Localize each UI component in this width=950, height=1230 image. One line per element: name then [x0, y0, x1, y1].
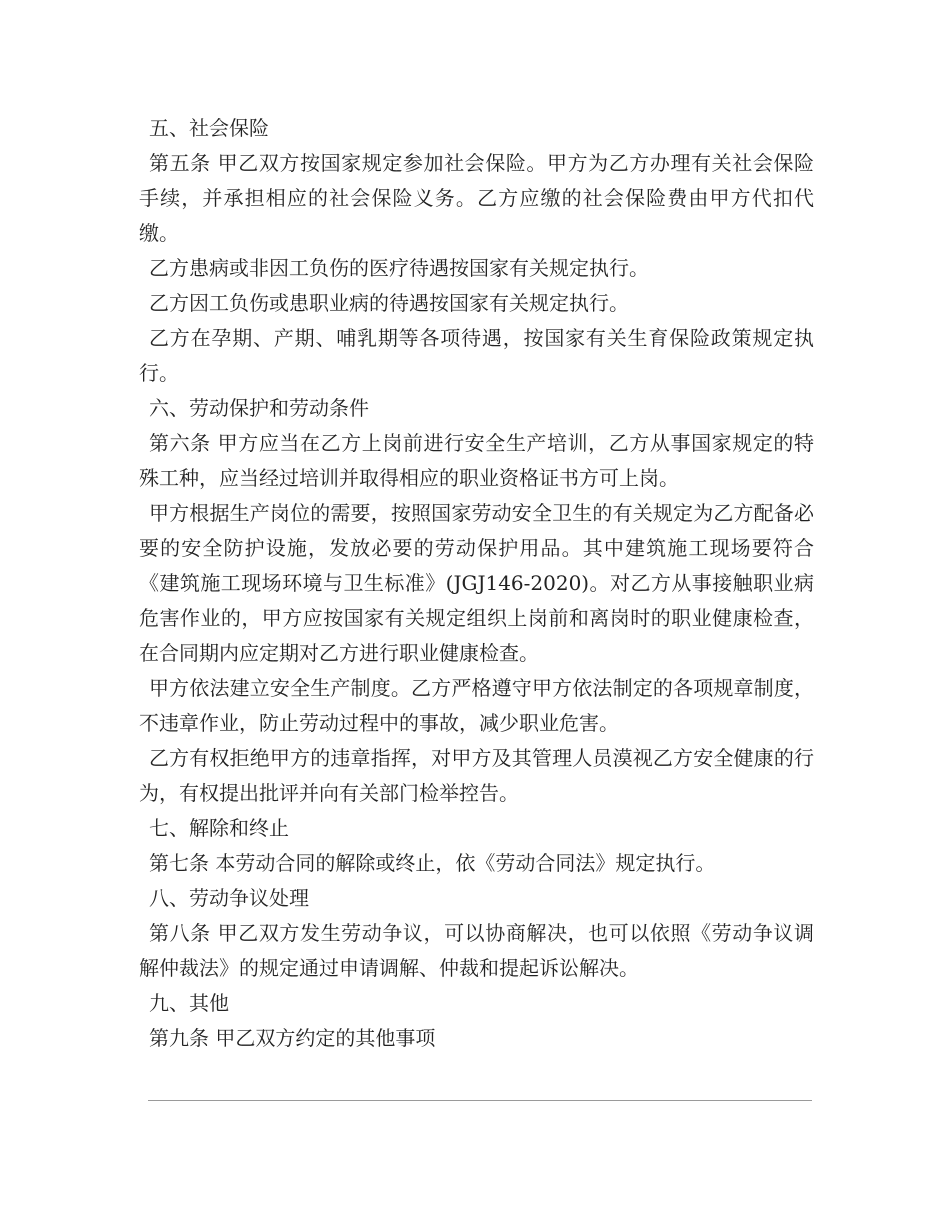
document-body [139, 111, 814, 1056]
section-heading-termination: 七、解除和终止 [149, 816, 289, 840]
article-6-paragraph: 第六条 甲方应当在乙方上岗前进行安全生产培训，乙方从事国家规定的特殊工种，应当经过培训并取得相应的职业资格证书方可上岗。 [139, 431, 814, 490]
section-heading-other: 九、其他 [149, 991, 229, 1015]
article-9-paragraph: 第九条 甲乙双方约定的其他事项 [149, 1026, 436, 1050]
refusal-rights-paragraph: 乙方有权拒绝甲方的违章指挥，对甲方及其管理人员漠视乙方安全健康的行为，有权提出批评并向有关部门检举控告。 [139, 746, 814, 805]
safety-system-paragraph: 甲方依法建立安全生产制度。乙方严格遵守甲方依法制定的各项规章制度，不违章作业，防止劳动过程中的事故，减少职业危害。 [139, 676, 814, 735]
illness-treatment-paragraph: 乙方患病或非因工负伤的医疗待遇按国家有关规定执行。 [149, 256, 649, 280]
work-injury-paragraph: 乙方因工负伤或患职业病的待遇按国家有关规定执行。 [149, 291, 629, 315]
article-5-paragraph: 第五条 甲乙双方按国家规定参加社会保险。甲方为乙方办理有关社会保险手续，并承担相应的社会保险义务。乙方应缴的社会保险费由甲方代扣代缴。 [139, 151, 814, 245]
maternity-paragraph: 乙方在孕期、产期、哺乳期等各项待遇，按国家有关生育保险政策规定执行。 [139, 326, 814, 385]
section-heading-social-insurance: 五、社会保险 [149, 116, 269, 140]
article-8-paragraph: 第八条 甲乙双方发生劳动争议，可以协商解决，也可以依照《劳动争议调解仲裁法》的规定通过申请调解、仲裁和提起诉讼解决。 [139, 921, 814, 980]
safety-equipment-paragraph: 甲方根据生产岗位的需要，按照国家劳动安全卫生的有关规定为乙方配备必要的安全防护设施，发放必要的劳动保护用品。其中建筑施工现场要符合《建筑施工现场环境与卫生标准》(JGJ146-2020)。对乙方从事接触职业病危害作业的，甲方应按国家有关规定组织上岗前和离岗时的职业健康检查，在合同期内应定期对乙方进行职业健康检查。 [139, 501, 814, 665]
horizontal-divider [148, 1100, 812, 1101]
section-heading-labor-protection: 六、劳动保护和劳动条件 [149, 396, 369, 420]
section-heading-dispute: 八、劳动争议处理 [149, 886, 309, 910]
article-7-paragraph: 第七条 本劳动合同的解除或终止，依《劳动合同法》规定执行。 [149, 851, 716, 875]
